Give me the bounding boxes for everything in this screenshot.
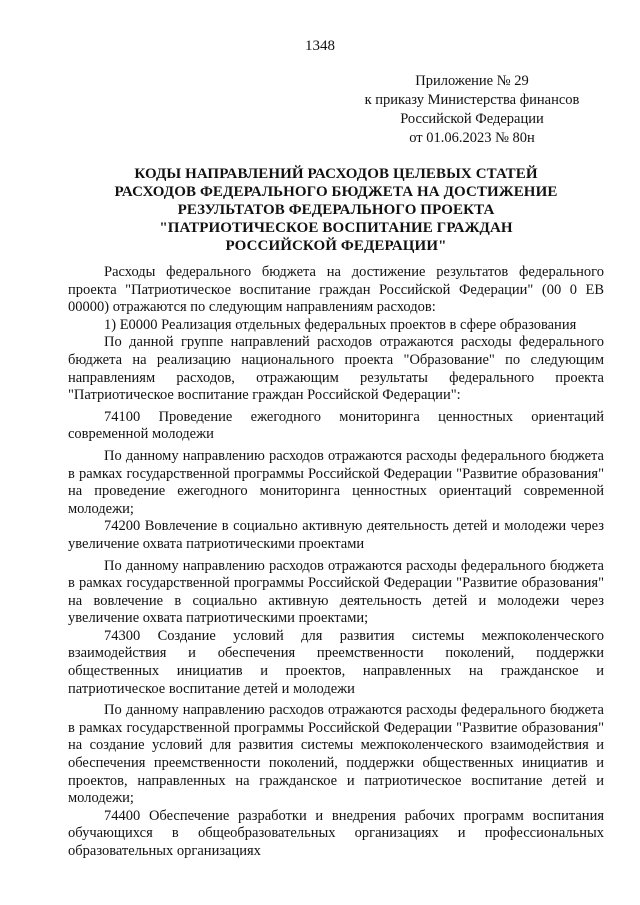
title-line: РОССИЙСКОЙ ФЕДЕРАЦИИ" <box>225 238 447 254</box>
title-line: РАСХОДОВ ФЕДЕРАЛЬНОГО БЮДЖЕТА НА ДОСТИЖЕНИЕ <box>114 184 558 200</box>
paragraph: 74200 Вовлечение в социально активную деятельность детей и молодежи через увеличение охвата патриотическими проектами <box>68 518 604 552</box>
paragraph: По данному направлению расходов отражаются расходы федерального бюджета в рамках государственной программы Российской Федерации "Развитие образования" на вовлечение в социально активную деятельность детей и молодежи через увеличение охвата патриотическими проектами; <box>68 557 604 627</box>
paragraph: 74100 Проведение ежегодного мониторинга ценностных ориентаций современной молодежи <box>68 408 604 443</box>
appendix-line: к приказу Министерства финансов <box>364 92 580 108</box>
title-line: КОДЫ НАПРАВЛЕНИЙ РАСХОДОВ ЦЕЛЕВЫХ СТАТЕЙ <box>134 166 538 182</box>
paragraph: 74400 Обеспечение разработки и внедрения рабочих программ воспитания обучающихся в общеобразовательных организациях и профессиональных образовательных организациях <box>68 807 604 859</box>
paragraph: По данной группе направлений расходов отражаются расходы федерального бюджета на реализацию национального проекта "Образование" по следующим направлениям расходов, отражающим результаты федерального проекта "Патриотическое воспитание граждан Российской Федерации": <box>68 334 604 404</box>
document-body <box>68 264 604 861</box>
appendix-line: от 01.06.2023 № 80н <box>409 130 535 146</box>
document-title <box>68 165 604 255</box>
page-number: 1348 <box>305 38 335 54</box>
title-line: "ПАТРИОТИЧЕСКОЕ ВОСПИТАНИЕ ГРАЖДАН <box>159 220 513 236</box>
paragraph: 1) Е0000 Реализация отдельных федеральных проектов в сфере образования <box>104 316 577 333</box>
appendix-line: Приложение № 29 <box>415 73 529 89</box>
paragraph: По данному направлению расходов отражаются расходы федерального бюджета в рамках государственной программы Российской Федерации "Развитие образования" на проведение ежегодного мониторинга ценностных ориентаций современной молодежи; <box>68 447 604 517</box>
title-line: РЕЗУЛЬТАТОВ ФЕДЕРАЛЬНОГО ПРОЕКТА <box>177 202 495 218</box>
paragraph: По данному направлению расходов отражаются расходы федерального бюджета в рамках государственной программы Российской Федерации "Развитие образования" на создание условий для развития системы межпоколенческого взаимодействия и обеспечения преемственности поколений, поддержки общественных инициатив и проектов, направленных на гражданское и патриотическое воспитание детей и молодежи; <box>68 702 604 807</box>
paragraph: Расходы федерального бюджета на достижение результатов федерального проекта "Патриотическое воспитание граждан Российской Федерации" (00 0 ЕВ 00000) отражаются по следующим направлениям расходов: <box>68 264 604 316</box>
paragraph: 74300 Создание условий для развития системы межпоколенческого взаимодействия и обеспечения преемственности поколений, поддержки общественных инициатив и проектов, направленных на гражданское и патриотическое воспитание детей и молодежи <box>68 627 604 697</box>
appendix-block <box>342 72 602 148</box>
appendix-line: Российской Федерации <box>400 111 544 127</box>
